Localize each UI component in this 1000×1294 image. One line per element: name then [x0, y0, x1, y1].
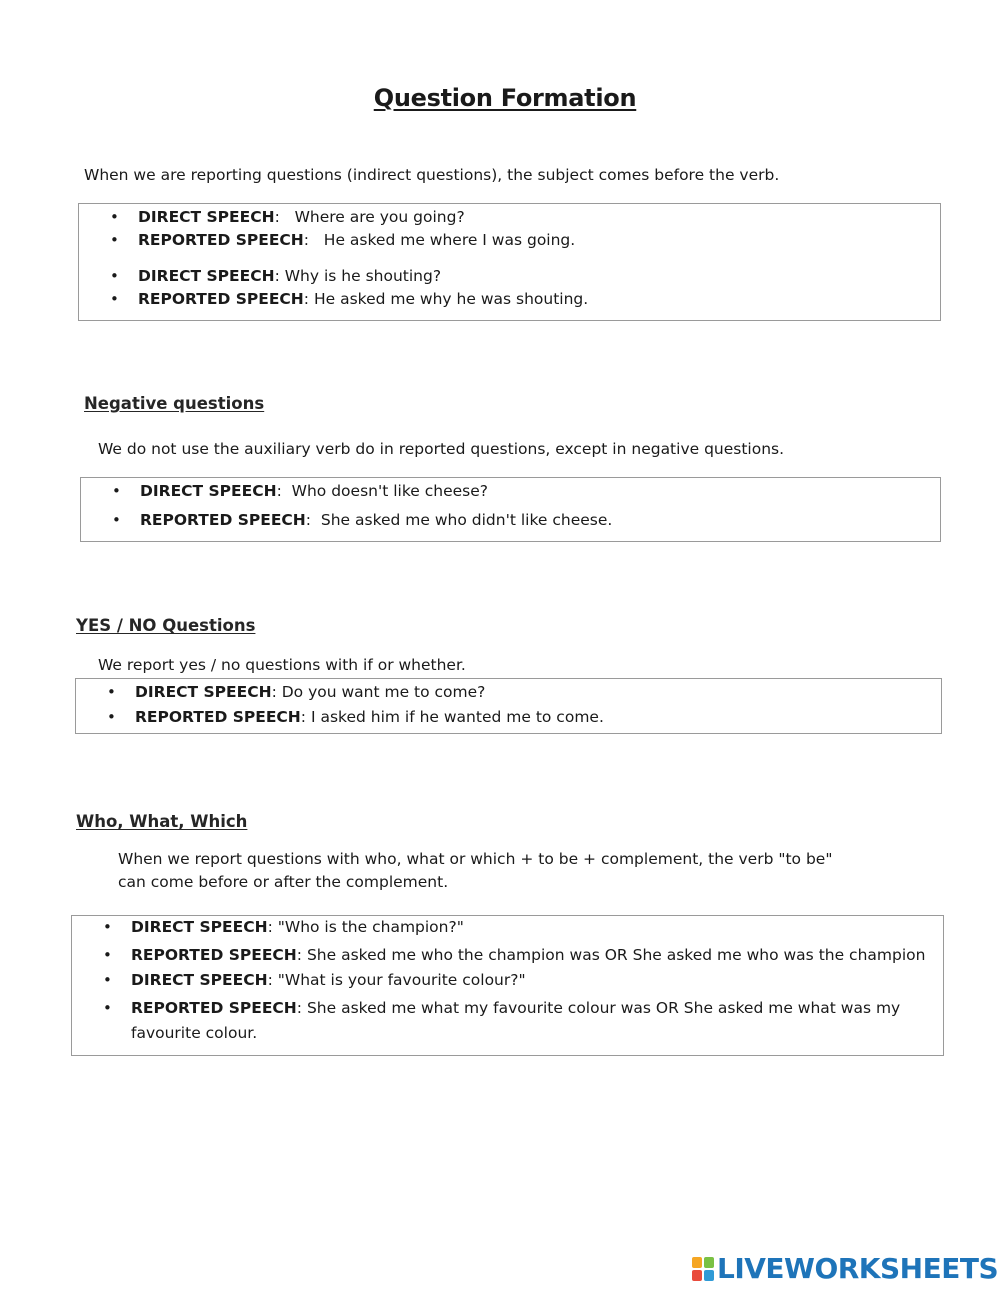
item-label: REPORTED SPEECH — [135, 708, 301, 726]
item-label: REPORTED SPEECH — [131, 999, 297, 1017]
item-label: DIRECT SPEECH — [138, 267, 275, 285]
item-text: "Who is the champion?" — [277, 918, 464, 936]
item-text: She asked me who the champion was OR She asked me who was the champion — [306, 946, 926, 964]
bullet-icon: • — [103, 946, 112, 964]
bullet-icon: • — [110, 231, 119, 249]
list-item — [103, 969, 526, 992]
yes-no-questions-text: We report yes / no questions with if or whether. — [98, 656, 466, 674]
examples-box-1 — [78, 203, 941, 321]
item-text: Why is he shouting? — [284, 267, 442, 285]
item-label: REPORTED SPEECH — [140, 511, 306, 529]
who-what-which-text-line1: When we report questions with who, what or which + to be + complement, the verb "to be" — [118, 850, 833, 868]
bullet-icon: • — [112, 482, 121, 500]
bullet-icon: • — [103, 999, 112, 1017]
list-item — [103, 997, 901, 1020]
item-label: DIRECT SPEECH — [131, 918, 268, 936]
who-what-which-heading: Who, What, Which — [76, 812, 248, 831]
examples-box-3 — [75, 678, 942, 734]
intro-text: When we are reporting questions (indirect questions), the subject comes before the verb. — [84, 166, 780, 184]
list-item — [110, 265, 442, 288]
item-text: She asked me what my favourite colour was OR She asked me what was my — [306, 999, 901, 1017]
item-sep: : — [296, 946, 303, 964]
item-sep: : — [274, 208, 280, 226]
item-sep: : — [271, 683, 277, 701]
item-text: favourite colour. — [131, 1024, 258, 1042]
item-text: Where are you going? — [294, 208, 465, 226]
item-sep: : — [276, 482, 282, 500]
item-sep: : — [267, 918, 273, 936]
item-text: She asked me who didn't like cheese. — [320, 511, 613, 529]
list-item — [107, 681, 486, 704]
bullet-icon: • — [110, 208, 119, 226]
logo-block — [704, 1270, 714, 1281]
bullet-icon: • — [103, 918, 112, 936]
negative-questions-heading: Negative questions — [84, 394, 265, 413]
bullet-icon: • — [103, 971, 112, 989]
item-label: REPORTED SPEECH — [138, 231, 304, 249]
item-label: REPORTED SPEECH — [138, 290, 304, 308]
item-text: "What is your favourite colour?" — [277, 971, 526, 989]
bullet-icon: • — [112, 511, 121, 529]
bullet-icon: • — [110, 290, 119, 308]
examples-box-4 — [71, 915, 944, 1056]
list-item-continuation — [131, 1022, 257, 1045]
item-label: REPORTED SPEECH — [131, 946, 297, 964]
logo-block — [692, 1270, 702, 1281]
item-label: DIRECT SPEECH — [135, 683, 272, 701]
item-label: DIRECT SPEECH — [138, 208, 275, 226]
item-sep: : — [274, 267, 280, 285]
bullet-icon: • — [110, 267, 119, 285]
item-text: Who doesn't like cheese? — [291, 482, 488, 500]
list-item — [110, 206, 465, 229]
item-sep: : — [300, 708, 307, 726]
list-item — [110, 229, 576, 252]
who-what-which-text-line2: can come before or after the complement. — [118, 873, 449, 891]
list-item — [107, 706, 604, 729]
page-title: Question Formation — [373, 84, 637, 112]
item-text: Do you want me to come? — [281, 683, 486, 701]
item-label: DIRECT SPEECH — [140, 482, 277, 500]
negative-questions-text: We do not use the auxiliary verb do in reported questions, except in negative questions. — [98, 440, 785, 458]
item-sep: : — [267, 971, 273, 989]
bullet-icon: • — [107, 683, 116, 701]
logo-block — [704, 1257, 714, 1268]
list-item — [110, 288, 589, 311]
list-item — [103, 916, 464, 939]
item-label: DIRECT SPEECH — [131, 971, 268, 989]
item-sep: : — [303, 231, 310, 249]
list-item — [112, 509, 613, 532]
logo-blocks-icon — [692, 1257, 714, 1281]
item-text: He asked me where I was going. — [323, 231, 576, 249]
item-text: He asked me why he was shouting. — [313, 290, 589, 308]
item-text: I asked him if he wanted me to come. — [310, 708, 604, 726]
list-item — [112, 480, 488, 503]
logo-block — [692, 1257, 702, 1268]
item-sep: : — [303, 290, 310, 308]
item-sep: : — [305, 511, 312, 529]
logo-text: LIVEWORKSHEETS — [717, 1252, 999, 1285]
liveworksheets-logo — [692, 1253, 998, 1285]
examples-box-2 — [80, 477, 941, 542]
yes-no-questions-heading: YES / NO Questions — [76, 616, 256, 635]
list-item — [103, 944, 926, 967]
bullet-icon: • — [107, 708, 116, 726]
item-sep: : — [296, 999, 303, 1017]
